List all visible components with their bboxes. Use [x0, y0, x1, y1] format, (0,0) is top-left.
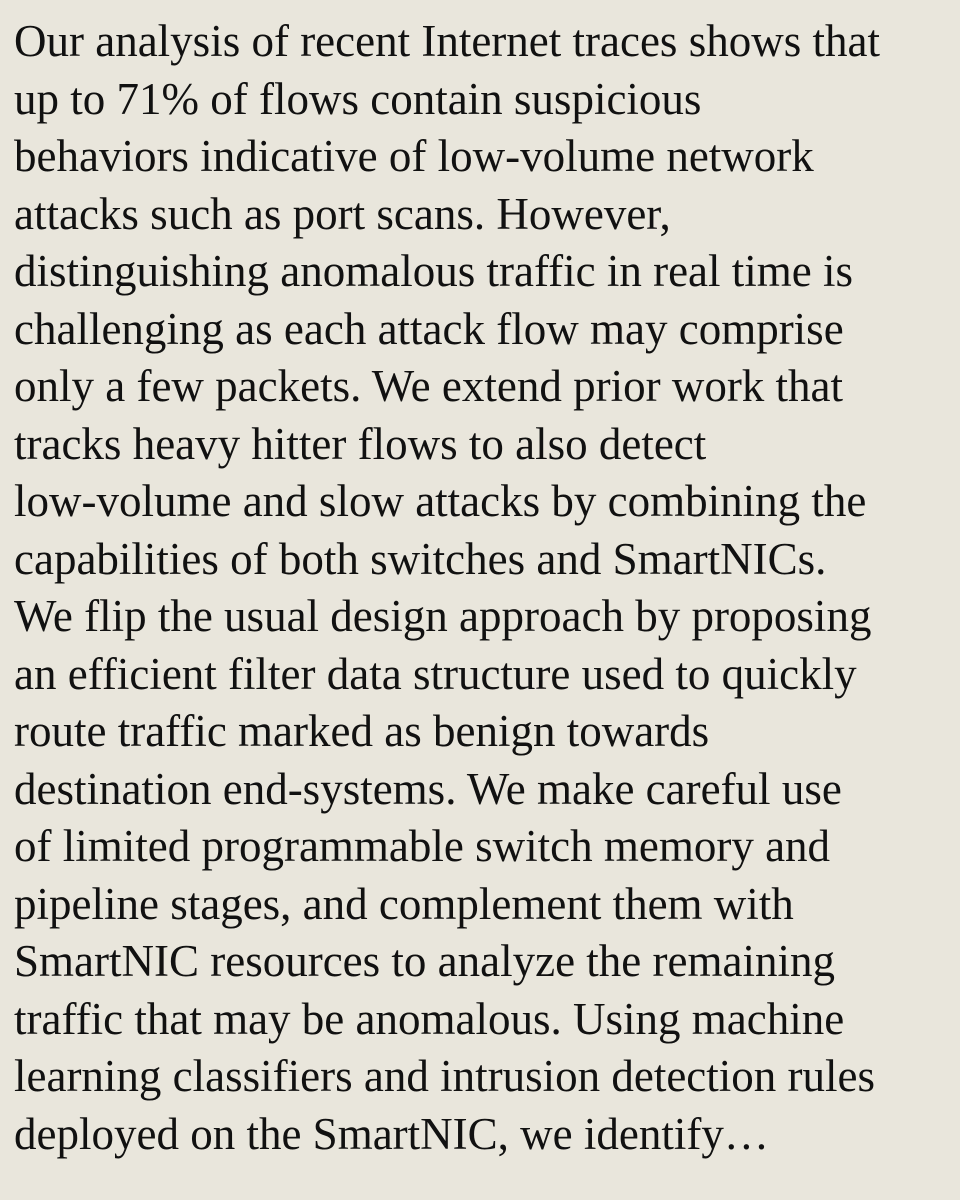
abstract-line: deployed on the SmartNIC, we identify…: [14, 1108, 769, 1159]
abstract-line: Our analysis of recent Internet traces shows that: [14, 16, 880, 66]
abstract-line: challenging as each attack flow may comprise: [14, 303, 844, 354]
abstract-line: distinguishing anomalous traffic in real time is: [14, 246, 854, 296]
abstract-line: low-volume and slow attacks by combining the: [14, 476, 867, 526]
abstract-line: up to 71% of flows contain suspicious: [14, 73, 702, 124]
abstract-line: pipeline stages, and complement them with: [14, 878, 794, 929]
abstract-line: only a few packets. We extend prior work that: [14, 361, 844, 411]
abstract-line: of limited programmable switch memory and: [14, 821, 831, 871]
abstract-line: learning classifiers and intrusion detection rules: [14, 1051, 875, 1101]
abstract-line: an efficient filter data structure used to quickly: [14, 648, 857, 699]
abstract-line: attacks such as port scans. However,: [14, 188, 671, 239]
abstract-text: [14, 13, 946, 1163]
abstract-line: SmartNIC resources to analyze the remaining: [14, 936, 835, 986]
abstract-line: We flip the usual design approach by proposing: [14, 591, 872, 641]
abstract-line: tracks heavy hitter flows to also detect: [14, 418, 707, 469]
abstract-line: route traffic marked as benign towards: [14, 706, 710, 756]
abstract-line: behaviors indicative of low-volume network: [14, 131, 814, 181]
abstract-line: capabilities of both switches and SmartNICs.: [14, 533, 827, 584]
abstract-line: destination end-systems. We make careful use: [14, 763, 842, 814]
abstract-line: traffic that may be anomalous. Using machine: [14, 993, 845, 1044]
